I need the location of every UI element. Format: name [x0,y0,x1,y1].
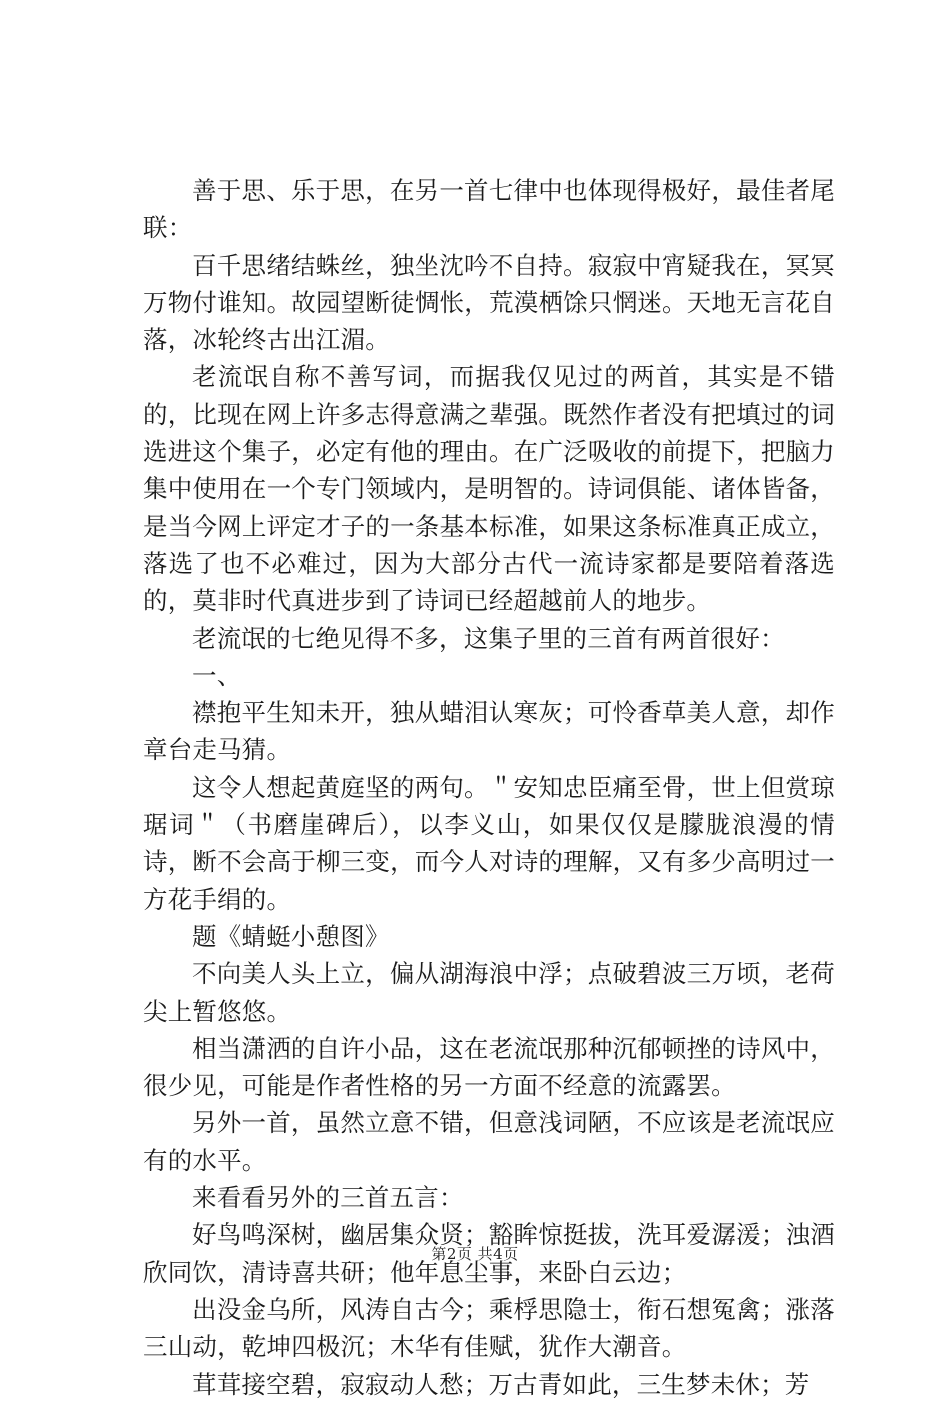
page-number-footer: 第2页 共4页 [431,1245,519,1263]
paragraph: 百千思绪结蛛丝，独坐沈吟不自持。寂寂中宵疑我在，冥冥万物付谁知。故园望断徒惆怅，荒漠栖馀只惘迷。天地无言花自落，冰轮终古出江湄。 [143,250,835,355]
paragraph: 相当潇洒的自许小品，这在老流氓那种沉郁顿挫的诗风中，很少见，可能是作者性格的另一方面不经意的流露罢。 [143,1033,835,1101]
paragraph: 善于思、乐于思，在另一首七律中也体现得极好，最佳者尾联： [143,176,835,243]
paragraph: 襟抱平生知未开，独从蜡泪认寒灰；可怜香草美人意，却作章台走马猜。 [143,698,835,765]
document-body [143,172,835,1403]
paragraph: 另外一首，虽然立意不错，但意浅词陋，不应该是老流氓应有的水平。 [143,1108,835,1175]
paragraph: 老流氓自称不善写词，而据我仅见过的两首，其实是不错的，比现在网上许多志得意满之辈强。既然作者没有把填过的词选进这个集子，必定有他的理由。在广泛吸收的前提下，把脑力集中使用在一个专门领域内，是明智的。诗词俱能、诸体皆备，是当今网上评定才子的一条基本标准，如果这条标准真正成立，落选了也不必难过，因为大部分古代一流诗家都是要陪着落选的，莫非时代真进步到了诗词已经超越前人的地步。 [143,362,835,616]
paragraph: 出没金乌所，风涛自古今；乘桴思隐士，衔石想冤禽；涨落三山动，乾坤四极沉；木华有佳赋，犹作大潮音。 [143,1294,835,1362]
paragraph: 这令人想起黄庭坚的两句。＂安知忠臣痛至骨，世上但赏琼琚词＂（书磨崖碑后），以李义山，如果仅仅是朦胧浪漫的情诗，断不会高于柳三变，而今人对诗的理解，又有多少高明过一方花手绢的。 [143,772,835,914]
paragraph: 题《蜻蜓小憩图》 [192,921,390,951]
paragraph: 好鸟鸣深树，幽居集众贤；豁眸惊挺拔，洗耳爱潺湲；浊酒欣同饮，清诗喜共研；他年息尘事，来卧白云边； [143,1220,835,1287]
paragraph: 一、 [192,660,242,690]
paragraph: 老流氓的七绝见得不多，这集子里的三首有两首很好： [192,623,785,653]
paragraph: 茸茸接空碧，寂寂动人愁；万古青如此，三生梦未休；芳 [192,1369,810,1399]
paragraph: 来看看另外的三首五言： [192,1183,464,1213]
paragraph: 不向美人头上立，偏从湖海浪中浮；点破碧波三万顷，老荷尖上暂悠悠。 [143,959,835,1026]
